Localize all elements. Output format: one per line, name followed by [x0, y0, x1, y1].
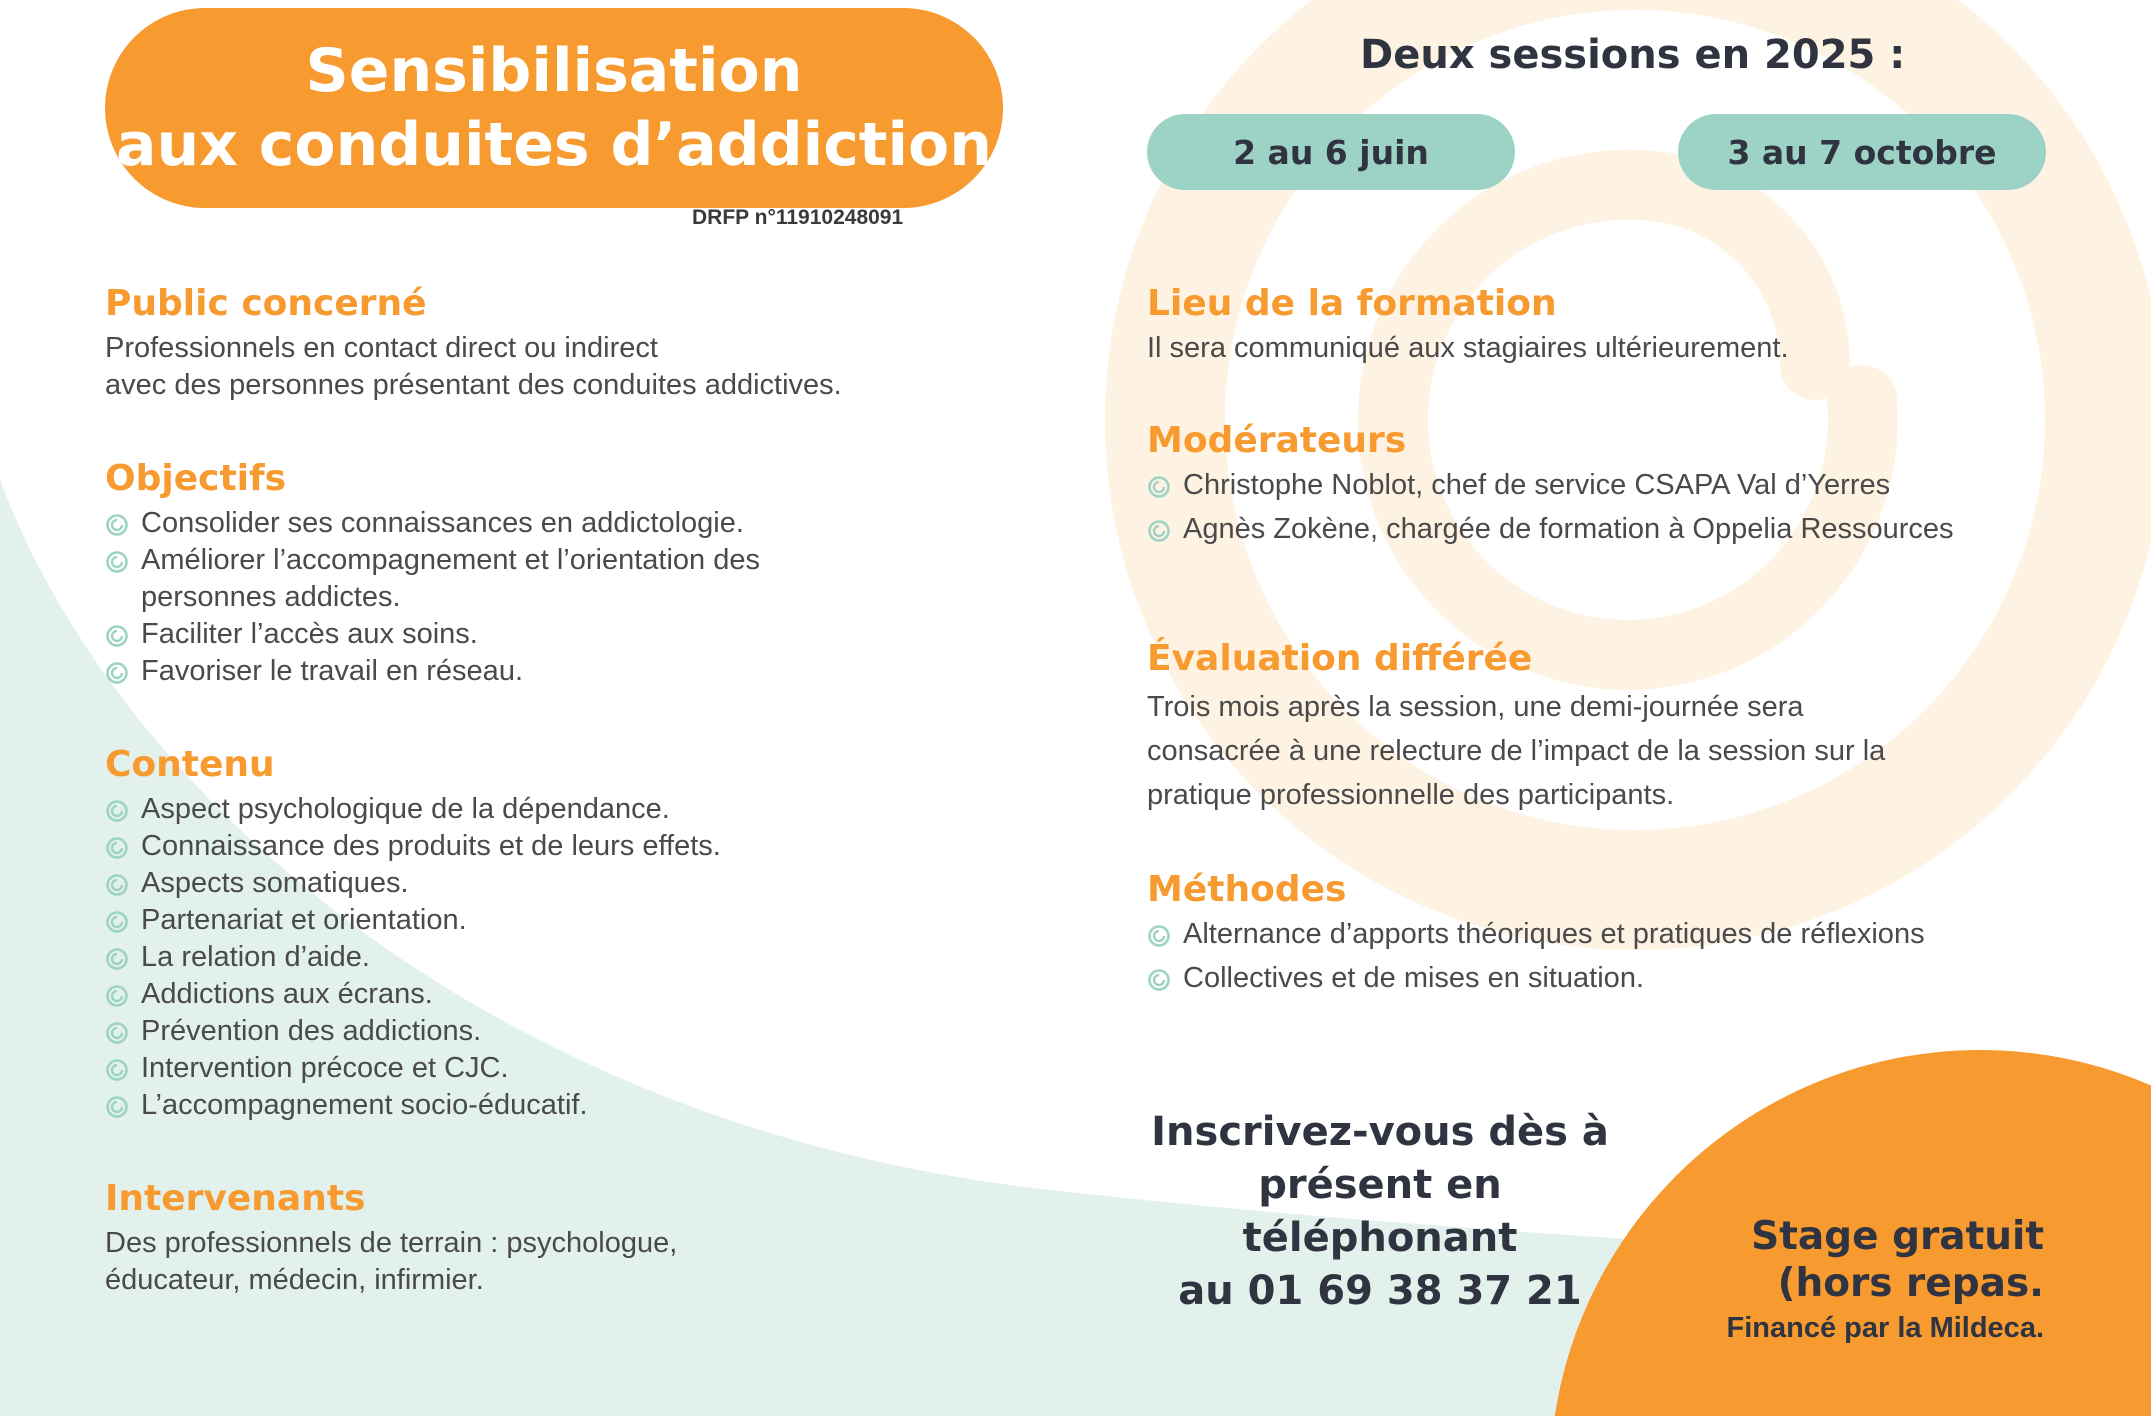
spiral-bullet-icon	[105, 1095, 129, 1119]
objectifs-list	[105, 505, 1005, 690]
section-methodes	[1147, 868, 2047, 1004]
section-contenu	[105, 743, 1005, 1124]
session-badge-june: 2 au 6 juin	[1147, 114, 1515, 190]
list-item-text: Addictions aux écrans.	[141, 978, 433, 1010]
section-title: Public concerné	[105, 283, 427, 324]
list-item	[105, 865, 1005, 902]
registration-call-to-action	[1130, 1106, 1630, 1318]
section-title: Modérateurs	[1147, 420, 1407, 461]
list-item-text: Aspect psychologique de la dépendance.	[141, 793, 670, 825]
list-item	[105, 976, 1005, 1013]
contenu-list	[105, 791, 1005, 1124]
paragraph-line: consacrée à une relecture de l’impact de la session sur la	[1147, 735, 1886, 767]
stage-line-1: Stage gratuit	[1751, 1214, 2044, 1259]
section-title: Évaluation différée	[1147, 638, 1533, 679]
paragraph-line: Il sera communiqué aux stagiaires ultérieurement.	[1147, 332, 1789, 364]
section-lieu	[1147, 282, 2047, 367]
list-item-text: Christophe Noblot, chef de service CSAPA Val d’Yerres	[1183, 469, 1891, 501]
paragraph-line: Trois mois après la session, une demi-journée sera	[1147, 691, 1804, 723]
list-item	[105, 653, 1005, 690]
list-item	[1147, 511, 1957, 548]
spiral-bullet-icon	[1147, 924, 1171, 948]
list-item	[105, 902, 1005, 939]
spiral-bullet-icon	[1147, 968, 1171, 992]
list-item-text: Collectives et de mises en situation.	[1183, 962, 1644, 994]
list-item	[105, 1050, 1005, 1087]
list-item	[1147, 467, 2047, 504]
section-title: Intervenants	[105, 1178, 366, 1219]
cta-line-1: Inscrivez-vous dès à	[1151, 1109, 1609, 1155]
session-badge-october: 3 au 7 octobre	[1678, 114, 2046, 190]
title-line-2: aux conduites d’addiction	[116, 110, 992, 180]
spiral-bullet-icon	[1147, 519, 1171, 543]
sessions-heading: Deux sessions en 2025 :	[1360, 32, 1906, 78]
list-item	[105, 542, 885, 616]
methodes-list	[1147, 916, 2047, 997]
cta-line-2: présent en téléphonant	[1242, 1162, 1518, 1261]
section-title: Objectifs	[105, 458, 287, 499]
section-intervenants	[105, 1177, 1005, 1299]
spiral-bullet-icon	[105, 550, 129, 574]
list-item	[1147, 960, 2047, 997]
drfp-number: DRFP n°11910248091	[692, 206, 904, 229]
funding-line: Financé par la Mildeca.	[1726, 1312, 2044, 1344]
section-public	[105, 282, 1005, 404]
spiral-bullet-icon	[105, 910, 129, 934]
spiral-bullet-icon	[105, 1021, 129, 1045]
list-item-text: La relation d’aide.	[141, 941, 370, 973]
spiral-bullet-icon	[105, 661, 129, 685]
list-item	[105, 505, 1005, 542]
paragraph-line: pratique professionnelle des participants.	[1147, 779, 1675, 811]
spiral-bullet-icon	[105, 513, 129, 537]
list-item	[105, 939, 1005, 976]
spiral-bullet-icon	[1147, 475, 1171, 499]
spiral-bullet-icon	[105, 873, 129, 897]
list-item-text: Prévention des addictions.	[141, 1015, 482, 1047]
free-stage-notice	[1727, 1213, 2045, 1349]
spiral-bullet-icon	[105, 947, 129, 971]
list-item-text: Aspects somatiques.	[141, 867, 409, 899]
list-item	[1147, 916, 1947, 953]
list-item-text: L’accompagnement socio-éducatif.	[141, 1089, 588, 1121]
list-item-text: Connaissance des produits et de leurs effets.	[141, 830, 721, 862]
list-item-text: Alternance d’apports théoriques et pratiques de réflexions	[1183, 918, 1925, 950]
spiral-bullet-icon	[105, 1058, 129, 1082]
list-item	[105, 616, 1005, 653]
paragraph-line: éducateur, médecin, infirmier.	[105, 1264, 484, 1296]
list-item-text: Favoriser le travail en réseau.	[141, 655, 523, 687]
list-item	[105, 1013, 1005, 1050]
list-item-text: Partenariat et orientation.	[141, 904, 467, 936]
cta-phone: au 01 69 38 37 21	[1178, 1268, 1582, 1314]
section-moderateurs	[1147, 419, 2047, 555]
paragraph-line: Professionnels en contact direct ou indirect	[105, 332, 658, 364]
spiral-bullet-icon	[105, 984, 129, 1008]
section-evaluation	[1147, 637, 2047, 817]
list-item	[105, 828, 1005, 865]
moderateurs-list	[1147, 467, 2047, 548]
section-title: Lieu de la formation	[1147, 283, 1557, 324]
section-title: Méthodes	[1147, 869, 1347, 910]
list-item-text: Agnès Zokène, chargée de formation à Oppelia Ressources	[1183, 513, 1954, 545]
paragraph-line: avec des personnes présentant des conduites addictives.	[105, 369, 842, 401]
list-item-text: Améliorer l’accompagnement et l’orientation des personnes addictes.	[141, 544, 760, 613]
spiral-bullet-icon	[105, 624, 129, 648]
section-objectifs	[105, 457, 1005, 690]
title-line-1: Sensibilisation	[305, 36, 803, 106]
list-item-text: Consolider ses connaissances en addictologie.	[141, 507, 744, 539]
stage-line-2: (hors repas.	[1777, 1261, 2044, 1306]
list-item	[105, 791, 1005, 828]
paragraph-line: Des professionnels de terrain : psychologue,	[105, 1227, 678, 1259]
section-title: Contenu	[105, 744, 275, 785]
spiral-bullet-icon	[105, 836, 129, 860]
spiral-bullet-icon	[105, 799, 129, 823]
list-item-text: Intervention précoce et CJC.	[141, 1052, 509, 1084]
title-banner	[105, 8, 1003, 208]
list-item	[105, 1087, 1005, 1124]
list-item-text: Faciliter l’accès aux soins.	[141, 618, 478, 650]
